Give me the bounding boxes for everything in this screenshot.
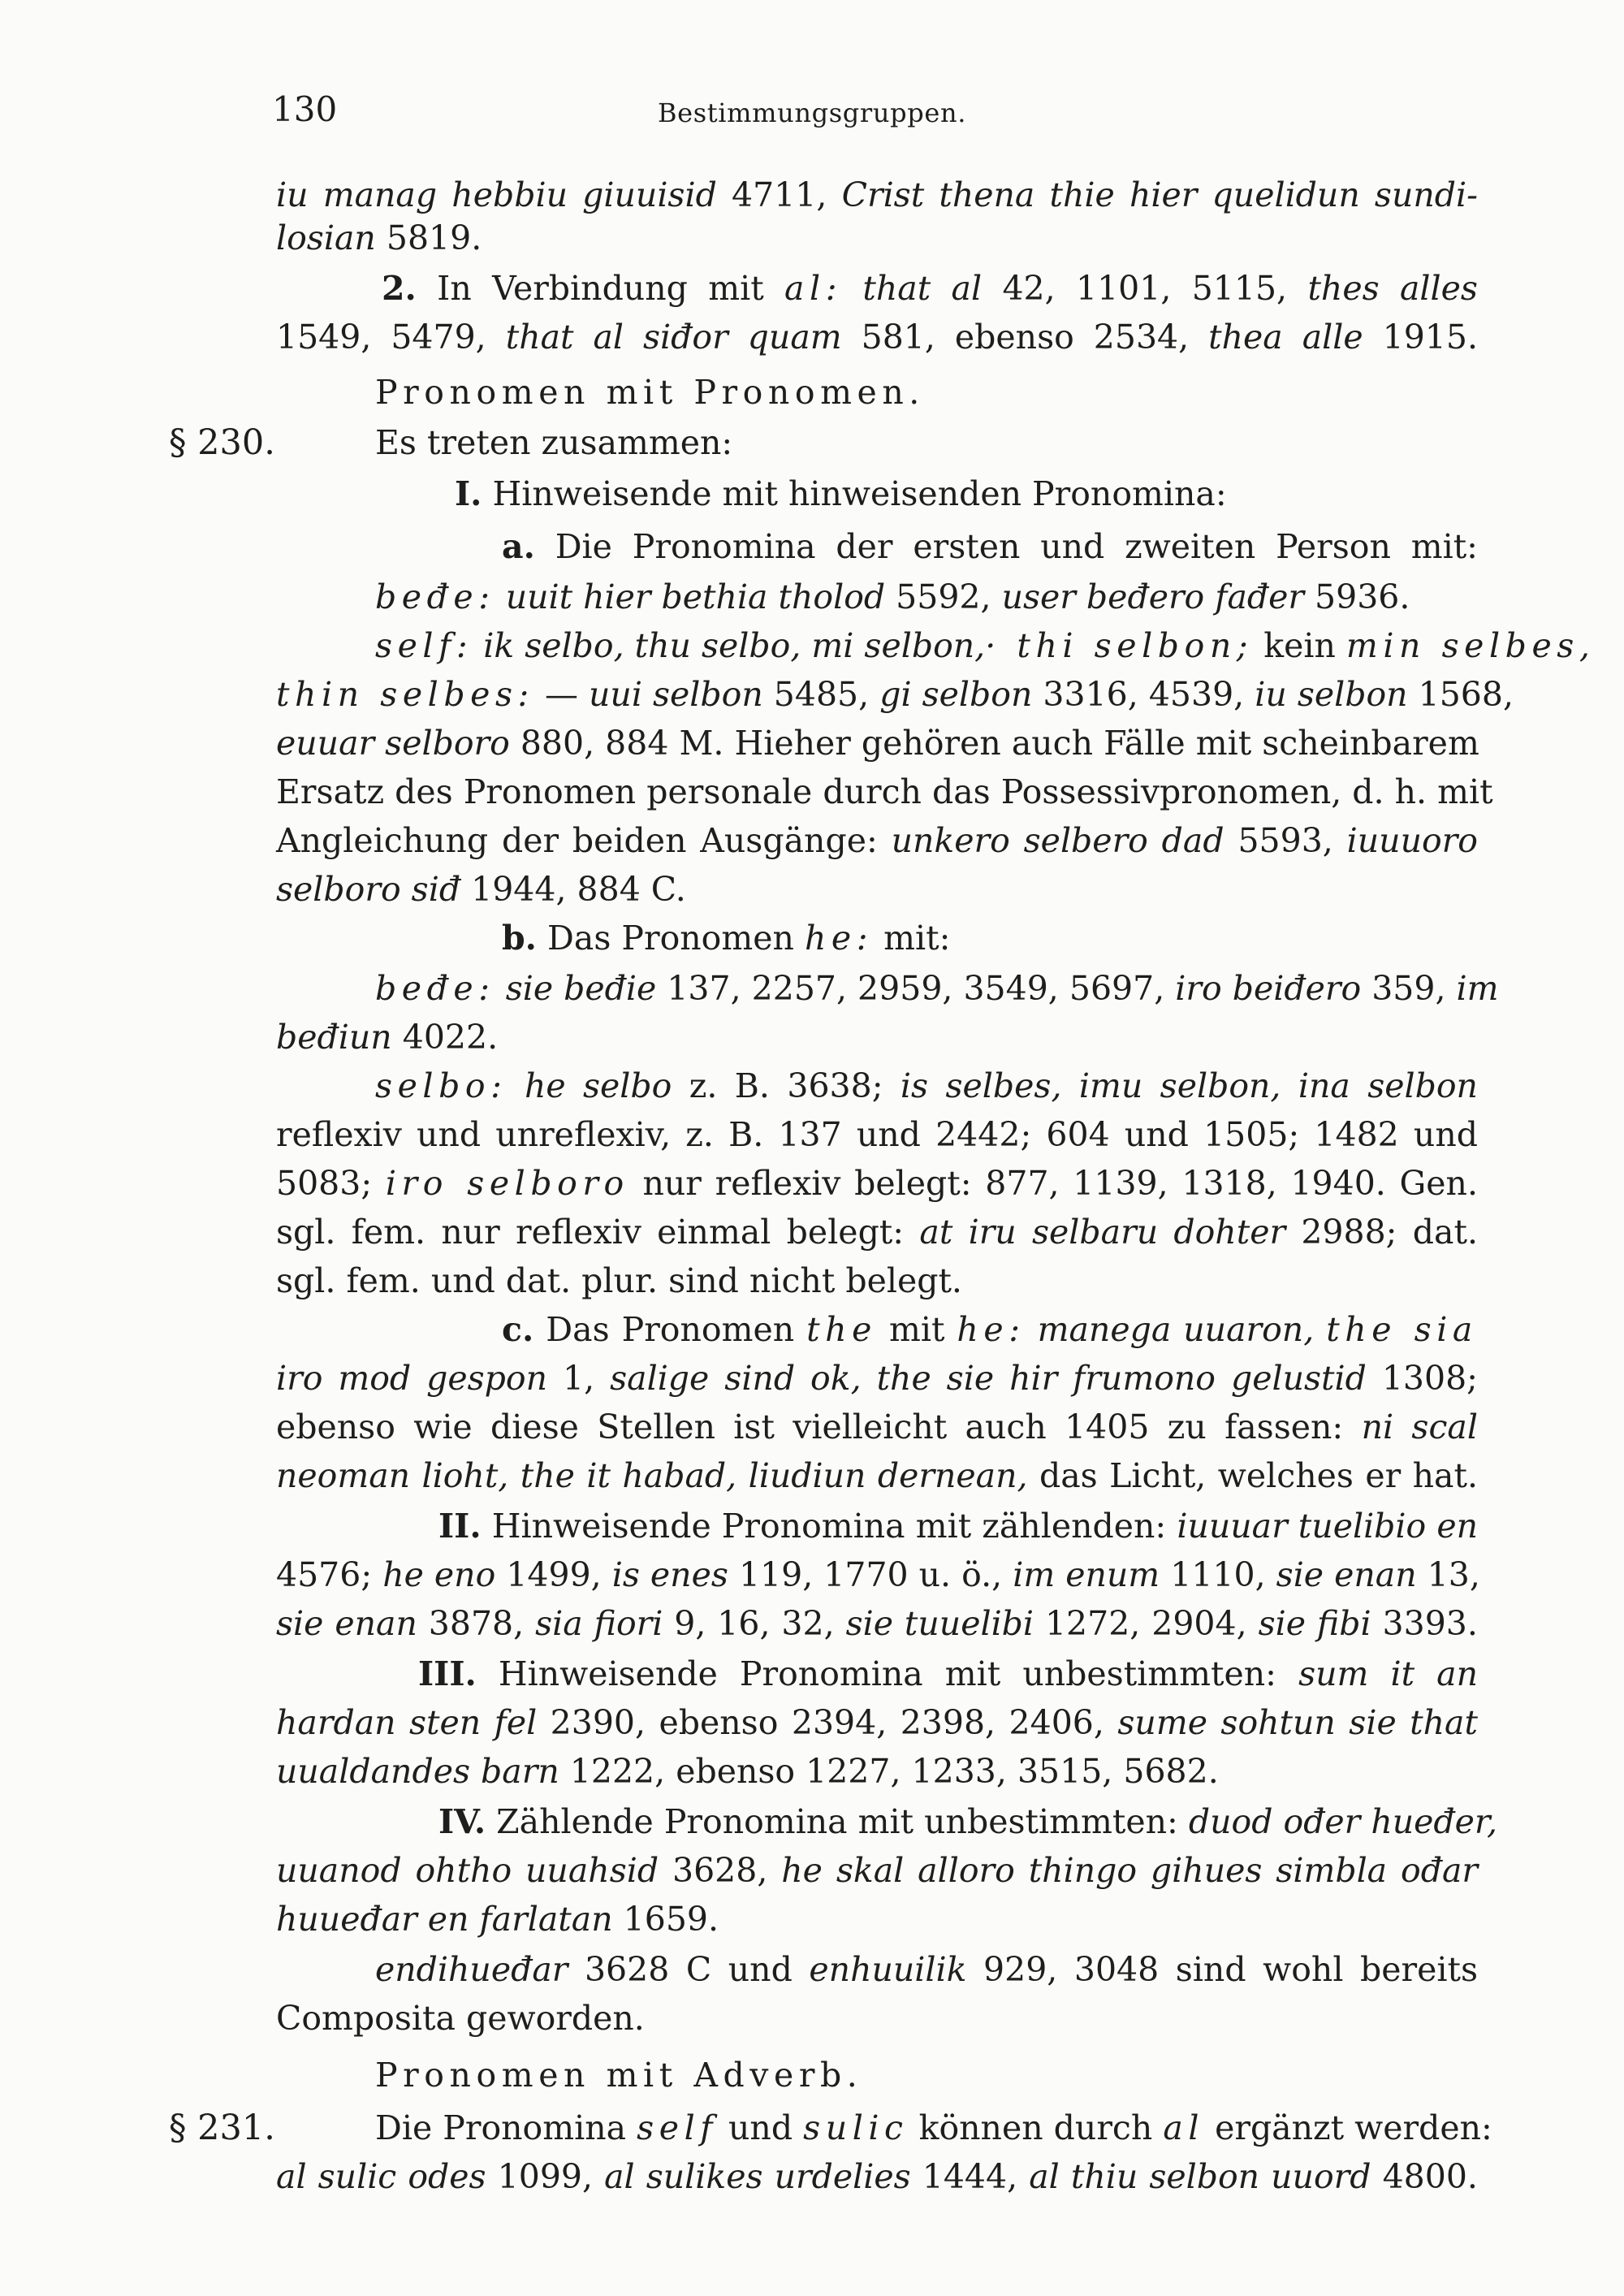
- text-line: sie enan 3878, sia fiori 9, 16, 32, sie tuuelibi 1272, 2904, sie fibi 3393.: [276, 1604, 1478, 1643]
- text-line: c. Das Pronomen the mit he: manega uuaron, the sia: [502, 1310, 1478, 1349]
- text-line: beđe: uuit hier bethia tholod 5592, user beđero fađer 5936.: [375, 577, 1410, 616]
- text-line: reflexiv und unreflexiv, z. B. 137 und 2442; 604 und 1505; 1482 und: [276, 1115, 1478, 1154]
- text-line: iro mod gespon 1, salige sind ok, the sie hir frumono gelustid 1308;: [276, 1359, 1478, 1398]
- text-line: self: ik selbo, thu selbo, mi selbon,· thi selbon; kein min selbes,: [375, 626, 1596, 665]
- text-line: endihueđar 3628 C und enhuuilik 929, 3048 sind wohl bereits: [375, 1950, 1478, 1989]
- text-line: uualdandes barn 1222, ebenso 1227, 1233, 3515, 5682.: [276, 1752, 1219, 1791]
- section-230-marker: § 230.: [169, 422, 275, 463]
- page-number: 130: [272, 89, 338, 129]
- running-title: Bestimmungsgruppen.: [657, 97, 967, 128]
- text-line: neoman lioht, the it habad, liudiun dernean, das Licht, welches er hat.: [276, 1456, 1478, 1495]
- text-line: 1549, 5479, that al siđor quam 581, ebenso 2534, thea alle 1915.: [276, 318, 1478, 357]
- text-line: selbo: he selbo z. B. 3638; is selbes, imu selbon, ina selbon: [375, 1066, 1478, 1105]
- text-line: sgl. fem. nur reflexiv einmal belegt: at iru selbaru dohter 2988; dat.: [276, 1213, 1478, 1252]
- text-line: iu manag hebbiu giuuisid 4711, Crist thena thie hier quelidun sundi-: [276, 175, 1478, 214]
- text-line: I. Hinweisende mit hinweisenden Pronomina:: [455, 474, 1227, 513]
- text-line: euuar selboro 880, 884 M. Hieher gehören auch Fälle mit scheinbarem: [276, 724, 1479, 763]
- text-line: 2. In Verbindung mit al: that al 42, 1101, 5115, thes alles: [382, 269, 1478, 308]
- text-line: Ersatz des Pronomen personale durch das Possessivpronomen, d. h. mit: [276, 772, 1493, 811]
- text-line: 4576; he eno 1499, is enes 119, 1770 u. ö., im enum 1110, sie enan 13,: [276, 1555, 1480, 1594]
- text-line: ebenso wie diese Stellen ist vielleicht auch 1405 zu fassen: ni scal: [276, 1407, 1478, 1446]
- text-line: sgl. fem. und dat. plur. sind nicht belegt.: [276, 1261, 962, 1300]
- text-line: 5083; iro selboro nur reflexiv belegt: 877, 1139, 1318, 1940. Gen.: [276, 1164, 1478, 1203]
- text-line: al sulic odes 1099, al sulikes urdelies 1444, al thiu selbon uuord 4800.: [276, 2157, 1478, 2196]
- subheading-pronomen-mit-adverb: Pronomen mit Adverb.: [375, 2056, 863, 2095]
- text-line: b. Das Pronomen he: mit:: [502, 919, 951, 958]
- text-line: beđe: sie beđie 137, 2257, 2959, 3549, 5697, iro beiđero 359, im: [375, 969, 1499, 1008]
- text-line: beđiun 4022.: [276, 1018, 499, 1057]
- text-line: Composita geworden.: [276, 1999, 645, 2038]
- text-line: a. Die Pronomina der ersten und zweiten Person mit:: [502, 527, 1478, 566]
- section-231-marker: § 231.: [169, 2108, 275, 2148]
- text-line: IV. Zählende Pronomina mit unbestimmten: duod ođer hueđer,: [438, 1802, 1498, 1841]
- text-line: Die Pronomina self und sulic können durch al ergänzt werden:: [375, 2108, 1492, 2147]
- text-line: huueđar en farlatan 1659.: [276, 1900, 719, 1939]
- text-line: losian 5819.: [276, 218, 482, 257]
- text-line: selboro siđ 1944, 884 C.: [276, 870, 686, 909]
- text-line: uuanod ohtho uuahsid 3628, he skal alloro thingo gihues simbla ođar: [276, 1851, 1478, 1890]
- text-line: Angleichung der beiden Ausgänge: unkero selbero dad 5593, iuuuoro: [276, 821, 1478, 860]
- text-line: hardan sten fel 2390, ebenso 2394, 2398, 2406, sume sohtun sie that: [276, 1703, 1478, 1742]
- text-line: Es treten zusammen:: [375, 423, 733, 462]
- subheading-pronomen-mit-pronomen: Pronomen mit Pronomen.: [375, 373, 925, 412]
- text-line: II. Hinweisende Pronomina mit zählenden: iuuuar tuelibio en: [438, 1507, 1478, 1546]
- text-line: thin selbes: — uui selbon 5485, gi selbon 3316, 4539, iu selbon 1568,: [276, 675, 1514, 714]
- text-line: III. Hinweisende Pronomina mit unbestimmten: sum it an: [418, 1654, 1478, 1693]
